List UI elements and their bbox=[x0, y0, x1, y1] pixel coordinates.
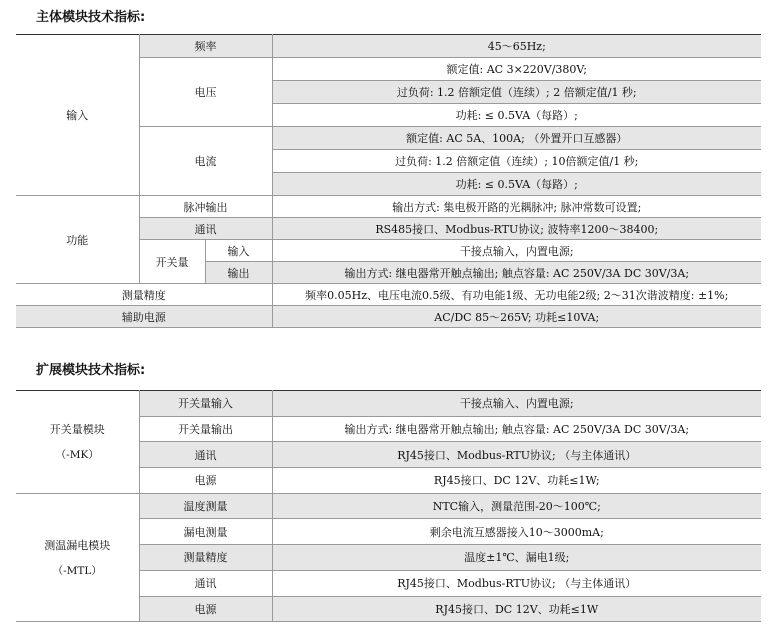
table-row bbox=[16, 284, 761, 306]
mk-module-cell bbox=[16, 391, 139, 494]
voltage-label: 电压 bbox=[139, 58, 272, 127]
mk-row-label: 通讯 bbox=[139, 442, 272, 468]
switch-input-label: 输入 bbox=[205, 240, 272, 262]
frequency-value: 45～65Hz; bbox=[272, 35, 761, 58]
mtl-module-code: （-MTL） bbox=[52, 564, 102, 577]
mk-row-label: 电源 bbox=[139, 468, 272, 494]
frequency-label: 频率 bbox=[139, 35, 272, 58]
mk-module-code: （-MK） bbox=[55, 449, 99, 462]
mk-row-value: RJ45接口、DC 12V、功耗≤1W; bbox=[272, 468, 761, 494]
aux-power-value: AC/DC 85～265V; 功耗≤10VA; bbox=[272, 306, 761, 328]
switch-output-label: 输出 bbox=[205, 262, 272, 284]
switch-label: 开关量 bbox=[139, 240, 205, 284]
mtl-row-label: 通讯 bbox=[139, 570, 272, 596]
extension-module-heading: 扩展模块技术指标: bbox=[36, 363, 146, 378]
extension-spec-table bbox=[16, 390, 761, 622]
mtl-row-value: RJ45接口、DC 12V、功耗≤1W bbox=[272, 596, 761, 622]
voltage-rated-value: 额定值: AC 3×220V/380V; bbox=[272, 58, 761, 81]
aux-power-label: 辅助电源 bbox=[16, 306, 272, 328]
mtl-module-name: 测温漏电模块 bbox=[44, 538, 111, 552]
switch-output-value: 输出方式: 继电器常开触点输出; 触点容量: AC 250V/3A DC 30V/3A; bbox=[272, 262, 761, 284]
pulse-output-value: 输出方式: 集电极开路的光耦脉冲; 脉冲常数可设置; bbox=[272, 196, 761, 218]
function-category: 功能 bbox=[16, 196, 139, 284]
accuracy-value: 频率0.05Hz、电压电流0.5级、有功电能1级、无功电能2级; 2～31次谐波精度: ±1%; bbox=[272, 284, 761, 306]
mtl-row-label: 漏电测量 bbox=[139, 519, 272, 545]
table-row bbox=[16, 391, 761, 417]
current-rated-value: 额定值: AC 5A、100A; （外置开口互感器） bbox=[272, 127, 761, 150]
accuracy-label: 测量精度 bbox=[16, 284, 272, 306]
mtl-row-value: NTC输入，测量范围-20～100℃; bbox=[272, 493, 761, 519]
current-label: 电流 bbox=[139, 127, 272, 196]
input-category: 输入 bbox=[16, 35, 139, 196]
switch-input-value: 干接点输入，内置电源; bbox=[272, 240, 761, 262]
mk-row-value: 输出方式: 继电器常开触点输出; 触点容量: AC 250V/3A DC 30V/3A; bbox=[272, 416, 761, 442]
mtl-row-value: RJ45接口、Modbus-RTU协议; （与主体通讯） bbox=[272, 570, 761, 596]
comm-value: RS485接口、Modbus-RTU协议; 波特率1200～38400; bbox=[272, 218, 761, 240]
mtl-module-cell bbox=[16, 493, 139, 621]
mtl-row-label: 电源 bbox=[139, 596, 272, 622]
mk-row-value: 干接点输入、内置电源; bbox=[272, 391, 761, 417]
voltage-overload-value: 过负荷: 1.2 倍额定值（连续）; 2 倍额定值/1 秒; bbox=[272, 81, 761, 104]
mk-row-label: 开关量输入 bbox=[139, 391, 272, 417]
mtl-row-label: 测量精度 bbox=[139, 545, 272, 571]
pulse-output-label: 脉冲输出 bbox=[139, 196, 272, 218]
main-spec-table bbox=[16, 34, 761, 328]
current-overload-value: 过负荷: 1.2 倍额定值（连续）; 10倍额定值/1 秒; bbox=[272, 150, 761, 173]
mk-module-name: 开关量模块 bbox=[49, 423, 105, 437]
table-row bbox=[16, 306, 761, 328]
voltage-power-value: 功耗: ≤ 0.5VA（每路）; bbox=[272, 104, 761, 127]
mtl-row-value: 温度±1℃、漏电1级; bbox=[272, 545, 761, 571]
table-row bbox=[16, 196, 761, 218]
mtl-row-value: 剩余电流互感器接入10～3000mA; bbox=[272, 519, 761, 545]
current-power-value: 功耗: ≤ 0.5VA（每路）; bbox=[272, 173, 761, 196]
mk-row-value: RJ45接口、Modbus-RTU协议; （与主体通讯） bbox=[272, 442, 761, 468]
main-module-heading: 主体模块技术指标: bbox=[36, 10, 146, 25]
mk-row-label: 开关量输出 bbox=[139, 416, 272, 442]
mtl-row-label: 温度测量 bbox=[139, 493, 272, 519]
table-row bbox=[16, 493, 761, 519]
table-row bbox=[16, 35, 761, 58]
comm-label: 通讯 bbox=[139, 218, 272, 240]
